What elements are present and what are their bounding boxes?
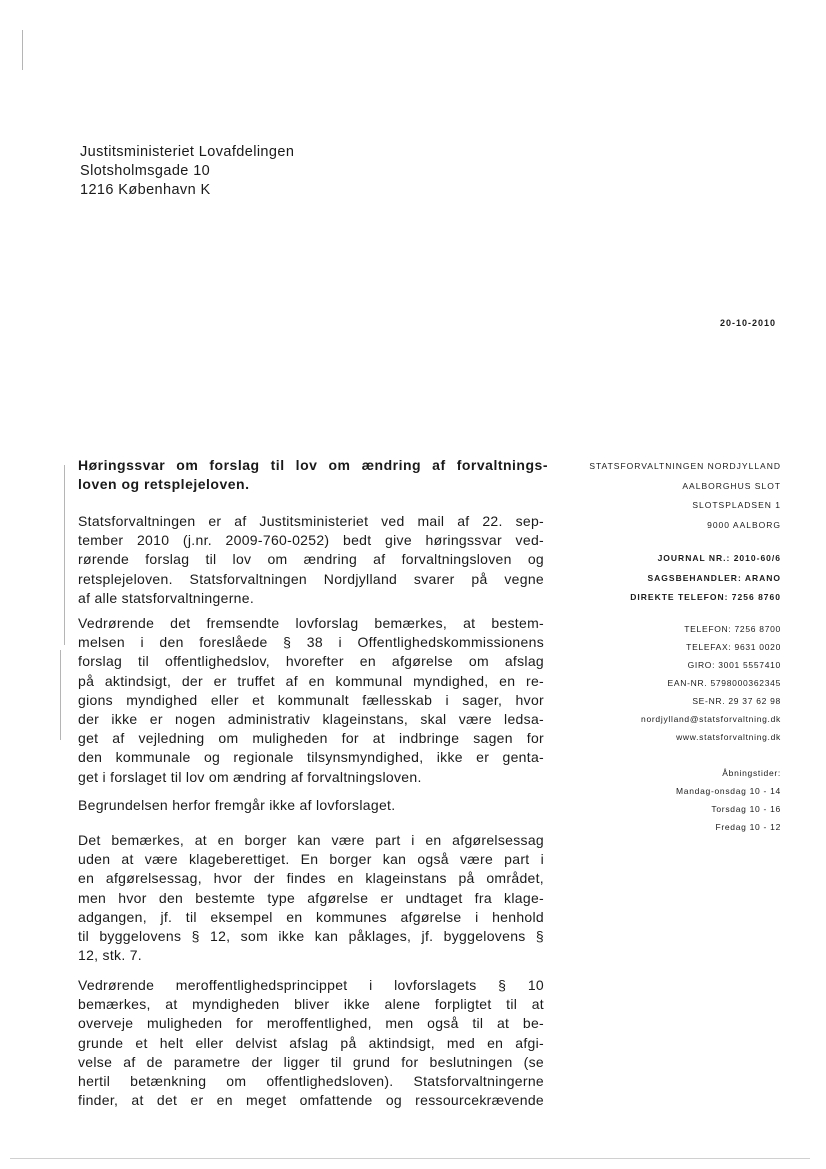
website: www.statsforvaltning.dk — [676, 732, 781, 742]
body-line: 12, stk. 7. — [78, 947, 142, 964]
body-line: gions myndighed eller et kommunalt fællesskab i sager, hvor — [78, 691, 544, 708]
se-number: SE-NR. 29 37 62 98 — [692, 696, 781, 706]
body-line: Det bemærkes, at en borger kan være part i en afgørelsessag — [78, 832, 544, 848]
recipient-name: Justitsministeriet Lovafdelingen — [80, 144, 295, 160]
body-line: adgangen, jf. til eksempel en kommunes afgørelse i henhold — [78, 908, 544, 925]
scan-margin-mark — [22, 30, 23, 70]
contact-info — [560, 620, 781, 746]
body-line: tember 2010 (j.nr. 2009-760-0252) bedt give høringssvar ved- — [78, 532, 544, 549]
body-line: en afgørelsessag, hvor der findes en klageinstans på området, — [78, 870, 544, 887]
recipient-address — [80, 143, 294, 200]
recipient-street: Slotsholmsgade 10 — [80, 163, 211, 179]
body-line: Begrundelsen herfor fremgår ikke af lovforslaget. — [78, 797, 396, 813]
case-info — [560, 549, 781, 608]
paragraph — [78, 976, 544, 1110]
caseworker: SAGSBEHANDLER: ARANO — [647, 572, 781, 583]
body-line: bemærkes, at myndigheden bliver ikke alene forpligtet til at — [78, 996, 544, 1013]
sender-address-line: AALBORGHUS SLOT — [682, 480, 781, 491]
body-line: Vedrørende meroffentlighedsprincippet i lovforslagets § 10 — [78, 977, 544, 993]
body-line: på aktindsigt, der er truffet af en kommunal myndighed, en re- — [78, 672, 544, 689]
paragraph — [78, 512, 544, 608]
opening-hours-title: Åbningstider: — [722, 768, 781, 778]
scan-margin-mark — [64, 465, 65, 645]
body-line: af alle statsforvaltningerne. — [78, 589, 255, 606]
body-line: hertil betænkning om offentlighedsloven). Statsforvaltningerne — [78, 1072, 544, 1089]
letter-date: 20-10-2010 — [720, 318, 777, 328]
phone: TELEFON: 7256 8700 — [684, 624, 781, 634]
body-line: overveje muligheden for meroffentlighed, men også til at be- — [78, 1015, 544, 1032]
body-line: der ikke er nogen administrativ klageinstans, skal være ledsa- — [78, 710, 544, 727]
body-line: uden at være klageberettiget. En borger kan også være part i — [78, 851, 544, 868]
sender-block — [560, 457, 781, 535]
body-line: Statsforvaltningen er af Justitsministeriet ved mail af 22. sep- — [78, 513, 544, 529]
body-line: den kommunale og regionale tilsynsmyndighed, ikke er genta- — [78, 749, 544, 766]
ean-number: EAN-NR. 5798000362345 — [667, 678, 781, 688]
email: nordjylland@statsforvaltning.dk — [641, 714, 781, 724]
paragraph — [78, 796, 544, 815]
paragraph — [78, 614, 544, 787]
paragraph — [78, 831, 544, 965]
body-line: forslag til offentlighedslov, hvorefter en afgørelse om afslag — [78, 653, 544, 670]
body-line: men hvor den bestemte type afgørelse er undtaget fra klage- — [78, 889, 544, 906]
letter-subject — [78, 456, 548, 494]
body-line: finder, at det er en meget omfattende og ressourcekrævende — [78, 1092, 544, 1109]
direct-phone: DIREKTE TELEFON: 7256 8760 — [630, 592, 781, 602]
journal-number: JOURNAL NR.: 2010-60/6 — [657, 553, 781, 563]
body-line: rørende forslag til lov om ændring af forvaltningsloven og — [78, 551, 544, 568]
sender-address-line: 9000 AALBORG — [707, 519, 781, 530]
scan-bottom-rule — [10, 1158, 810, 1159]
body-line: melsen i den foreslåede § 38 i Offentlighedskommissionens — [78, 634, 544, 651]
sender-name: STATSFORVALTNINGEN NORDJYLLAND — [589, 461, 781, 471]
body-line: get af vejledning om muligheden for at indbringe sagen for — [78, 730, 544, 747]
recipient-city: 1216 København K — [80, 182, 211, 198]
scan-margin-mark — [60, 650, 61, 740]
body-line: grunde et helt eller delvist afslag på aktindsigt, med en afgi- — [78, 1034, 544, 1051]
opening-hours — [560, 764, 781, 836]
body-line: get i forslaget til lov om ændring af forvaltningsloven. — [78, 768, 422, 785]
opening-hours-line: Mandag-onsdag 10 - 14 — [676, 786, 781, 796]
fax: TELEFAX: 9631 0020 — [686, 642, 781, 652]
subject-line: loven og retsplejeloven. — [78, 476, 250, 493]
body-line: retsplejeloven. Statsforvaltningen Nordjylland svarer på vegne — [78, 570, 544, 587]
opening-hours-line: Fredag 10 - 12 — [715, 822, 781, 832]
body-line: til byggelovens § 12, som ikke kan påklages, jf. byggelovens § — [78, 927, 544, 944]
opening-hours-line: Torsdag 10 - 16 — [711, 804, 781, 814]
body-line: Vedrørende det fremsendte lovforslag bemærkes, at bestem- — [78, 615, 544, 631]
body-line: velse af de parametre der ligger til grund for beslutningen (se — [78, 1053, 544, 1070]
giro: GIRO: 3001 5557410 — [687, 660, 781, 670]
sender-address-line: SLOTSPLADSEN 1 — [692, 500, 781, 510]
subject-line: Høringssvar om forslag til lov om ændring af forvaltnings- — [78, 457, 548, 473]
